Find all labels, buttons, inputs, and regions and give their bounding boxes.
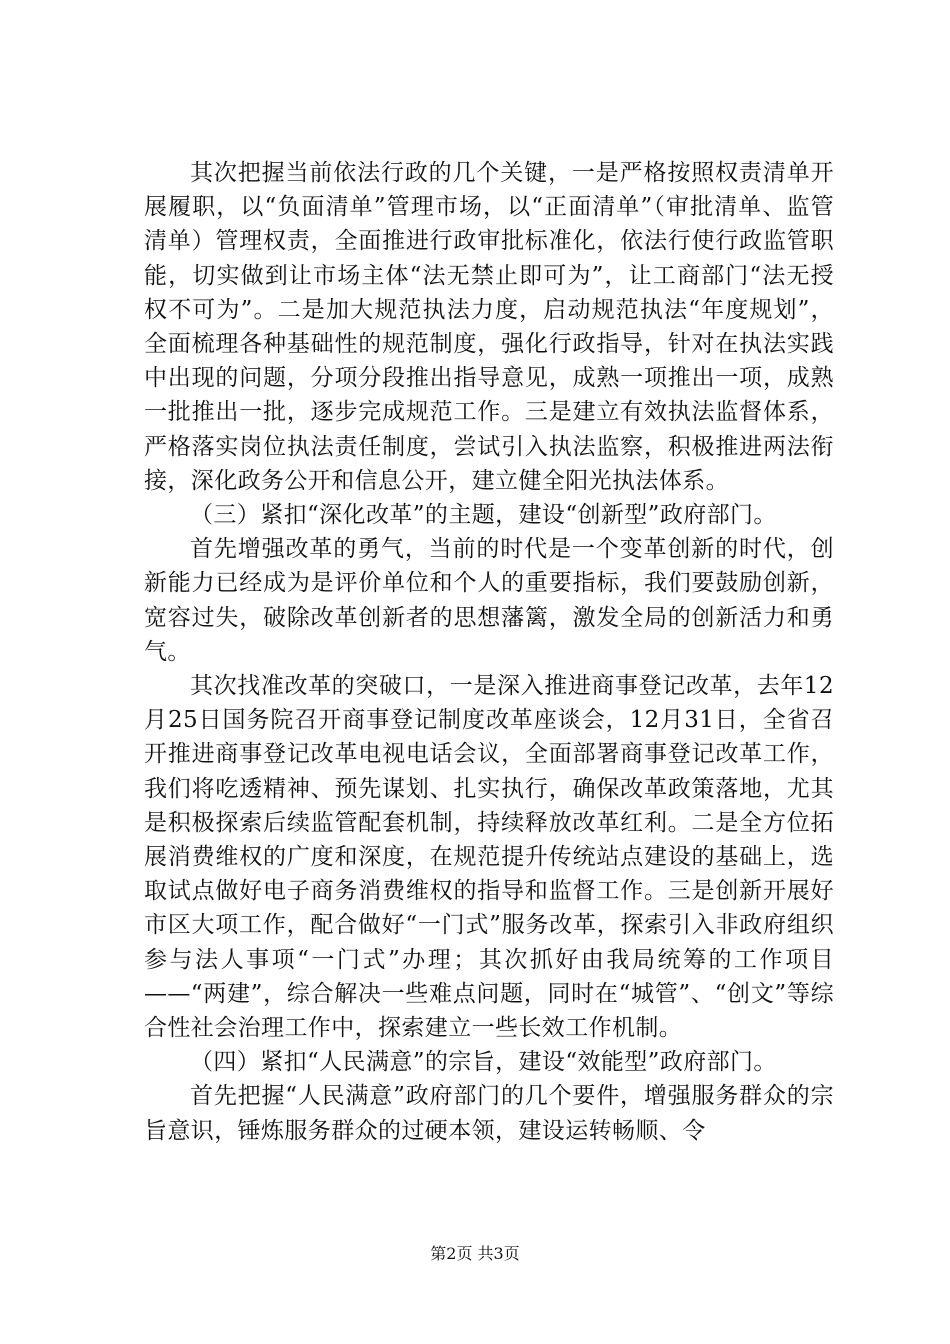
paragraph-reform-courage: 首先增强改革的勇气，当前的时代是一个变革创新的时代，创新能力已经成为是评价单位和个人的重要指标，我们要鼓励创新，宽容过失，破除改革创新者的思想藩篱，激发全局的创新活力和勇气。 bbox=[144, 536, 834, 665]
section-heading-3: （三）紧扣“深化改革”的主题，建设“创新型”政府部门。 bbox=[190, 502, 777, 529]
paragraph-legal-admin-keys: 其次把握当前依法行政的几个关键，一是严格按照权责清单开展履职，以“负面清单”管理市场，以“正面清单”（审批清单、监管清单）管理权责，全面推进行政审批标准化，依法行使行政监管职能，切实做到让市场主体“法无禁止即可为”，让工商部门“法无授权不可为”。二是加大规范执法力度，启动规范执法“年度规划”，全面梳理各种基础性的规范制度，强化行政指导，针对在执法实践中出现的问题，分项分段推出指导意见，成熟一项推出一项，成熟一批推出一批，逐步完成规范工作。三是建立有效执法监督体系，严格落实岗位执法责任制度，尝试引入执法监察，积极推进两法衔接，深化政务公开和信息公开，建立健全阳光执法体系。 bbox=[144, 160, 834, 494]
paragraph-reform-breakthrough: 其次找准改革的突破口，一是深入推进商事登记改革，去年12月25日国务院召开商事登记制度改革座谈会，12月31日，全省召开推进商事登记改革电视电话会议，全面部署商事登记改革工作，我们将吃透精神、预先谋划、扎实执行，确保改革政策落地，尤其是积极探索后续监管配套机制，持续释放改革红利。二是全方位拓展消费维权的广度和深度，在规范提升传统站点建设的基础上，选取试点做好电子商务消费维权的指导和监督工作。三是创新开展好市区大项工作，配合做好“一门式”服务改革，探索引入非政府组织参与法人事项“一门式”办理；其次抓好由我局统筹的工作项目——“两建”，综合解决一些难点问题，同时在“城管”、“创文”等综合性社会治理工作中，探索建立一些长效工作机制。 bbox=[144, 673, 834, 1042]
document-body bbox=[144, 156, 834, 1148]
paragraph-people-satisfaction: 首先把握“人民满意”政府部门的几个要件，增强服务群众的宗旨意识，锤炼服务群众的过硬本领，建设运转畅顺、令 bbox=[144, 1083, 834, 1144]
section-heading-4: （四）紧扣“人民满意”的宗旨，建设“效能型”政府部门。 bbox=[190, 1049, 777, 1076]
page-footer: 第2页 共3页 bbox=[430, 1244, 520, 1263]
